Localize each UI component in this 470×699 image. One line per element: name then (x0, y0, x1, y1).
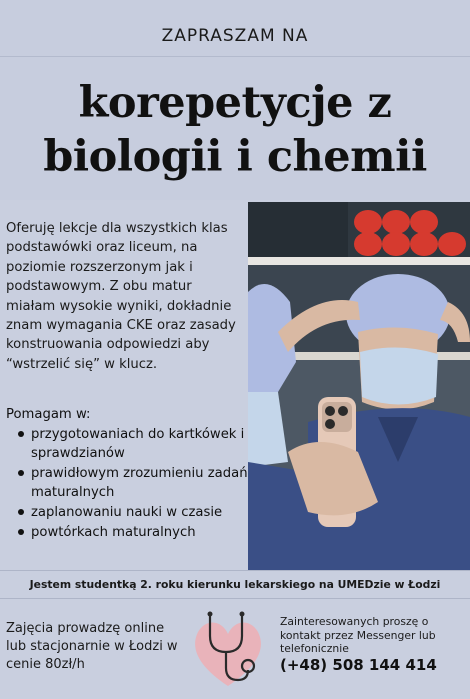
offer-list (18, 425, 248, 543)
contact-note: Zainteresowanych proszę o kontakt przez Messenger lub telefonicznie (280, 615, 436, 656)
classes-info: Zajęcia prowadzę online lub stacjonarnie w Łodzi w cenie 80zł/h (6, 621, 178, 672)
offer-item: zaplanowaniu nauki w czasie (18, 503, 248, 522)
bullet-icon (18, 470, 24, 476)
header-divider (0, 56, 470, 57)
kicker-text: ZAPRASZAM NA (161, 26, 309, 46)
surgical-mirror-selfie-photo (248, 202, 470, 570)
bullet-icon (18, 509, 24, 515)
offer-item: prawidłowym zrozumieniu zadań maturalnych (18, 464, 248, 502)
offer-item: przygotowaniach do kartkówek i sprawdzianów (18, 425, 248, 463)
offer-item: powtórkach maturalnych (18, 523, 248, 542)
student-divider-bottom (0, 598, 470, 599)
stethoscope-heart-icon (188, 608, 268, 692)
student-divider-top (0, 570, 470, 571)
photo-illustration (248, 202, 470, 570)
bullet-icon (18, 431, 24, 437)
headline-line-1: korepetycje z (78, 78, 392, 128)
phone-number[interactable]: (+48) 508 144 414 (280, 656, 437, 674)
bullet-icon (18, 529, 24, 535)
headline-line-2: biologii i chemii (43, 132, 427, 182)
student-info: Jestem studentką 2. roku kierunku lekarskiego na UMEDzie w Łodzi (29, 578, 441, 591)
intro-paragraph: Oferuję lekcje dla wszystkich klas podstawówki oraz liceum, na poziomie rozszerzonym jak i podstawowym. Z obu matur miałam wysokie wyniki, dokładnie znam wymagania CKE oraz zasady konstruowania odpowiedzi aby “wstrzelić się” w klucz. (6, 221, 236, 372)
offer-heading: Pomagam w: (6, 407, 91, 422)
